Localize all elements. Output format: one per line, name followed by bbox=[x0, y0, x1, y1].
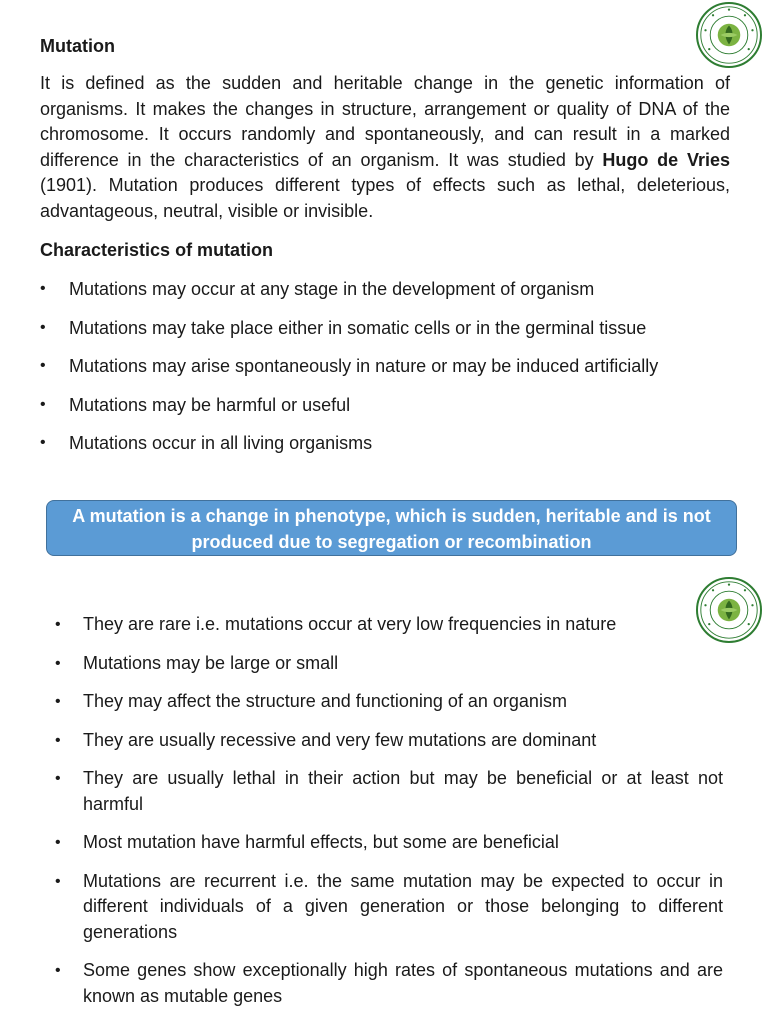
characteristics-heading: Characteristics of mutation bbox=[40, 240, 274, 260]
list-item: • They are rare i.e. mutations occur at very low frequencies in nature bbox=[55, 612, 723, 638]
characteristics-list bbox=[40, 278, 740, 471]
list-item: • Mutations may be large or small bbox=[55, 651, 723, 677]
slide-2 bbox=[0, 575, 768, 1024]
definition-paragraph: It is defined as the sudden and heritable change in the genetic information of organisms. It makes the changes in structure, arrangement or quality of DNA of the chromosome. It occurs randomly and spontaneously, and can result in a marked difference in the characteristics of an organism. It was studied by Hugo de Vries (1901). Mutation produces different types of effects such as lethal, deleterious, advantageous, neutral, visible or invisible. bbox=[40, 73, 730, 221]
list-item: • Mutations may arise spontaneously in nature or may be induced artificially bbox=[40, 355, 740, 377]
list-item: • Mutations may be harmful or useful bbox=[40, 394, 740, 416]
page-title: Mutation bbox=[40, 36, 115, 56]
list-item: • They are usually recessive and very few mutations are dominant bbox=[55, 728, 723, 754]
list-item: • Mutations are recurrent i.e. the same mutation may be expected to occur in different individuals of a given generation or those belonging to different generations bbox=[55, 869, 723, 946]
scientist-name: Hugo de Vries bbox=[602, 149, 730, 170]
mutation-features-list bbox=[55, 612, 723, 1022]
list-item: • They are usually lethal in their action but may be beneficial or at least not harmful bbox=[55, 766, 723, 817]
list-item: • Mutations may take place either in somatic cells or in the germinal tissue bbox=[40, 317, 740, 339]
list-item: • Most mutation have harmful effects, but some are beneficial bbox=[55, 830, 723, 856]
list-item: • Some genes show exceptionally high rates of spontaneous mutations and are known as mutable genes bbox=[55, 958, 723, 1009]
definition-callout: A mutation is a change in phenotype, which is sudden, heritable and is not produced due to segregation or recombination bbox=[46, 500, 737, 556]
slide-1 bbox=[0, 0, 768, 500]
list-item: • They may affect the structure and functioning of an organism bbox=[55, 689, 723, 715]
university-seal-icon bbox=[696, 2, 762, 68]
list-item: • Mutations may occur at any stage in the development of organism bbox=[40, 278, 740, 300]
list-item: • Mutations occur in all living organisms bbox=[40, 432, 740, 454]
